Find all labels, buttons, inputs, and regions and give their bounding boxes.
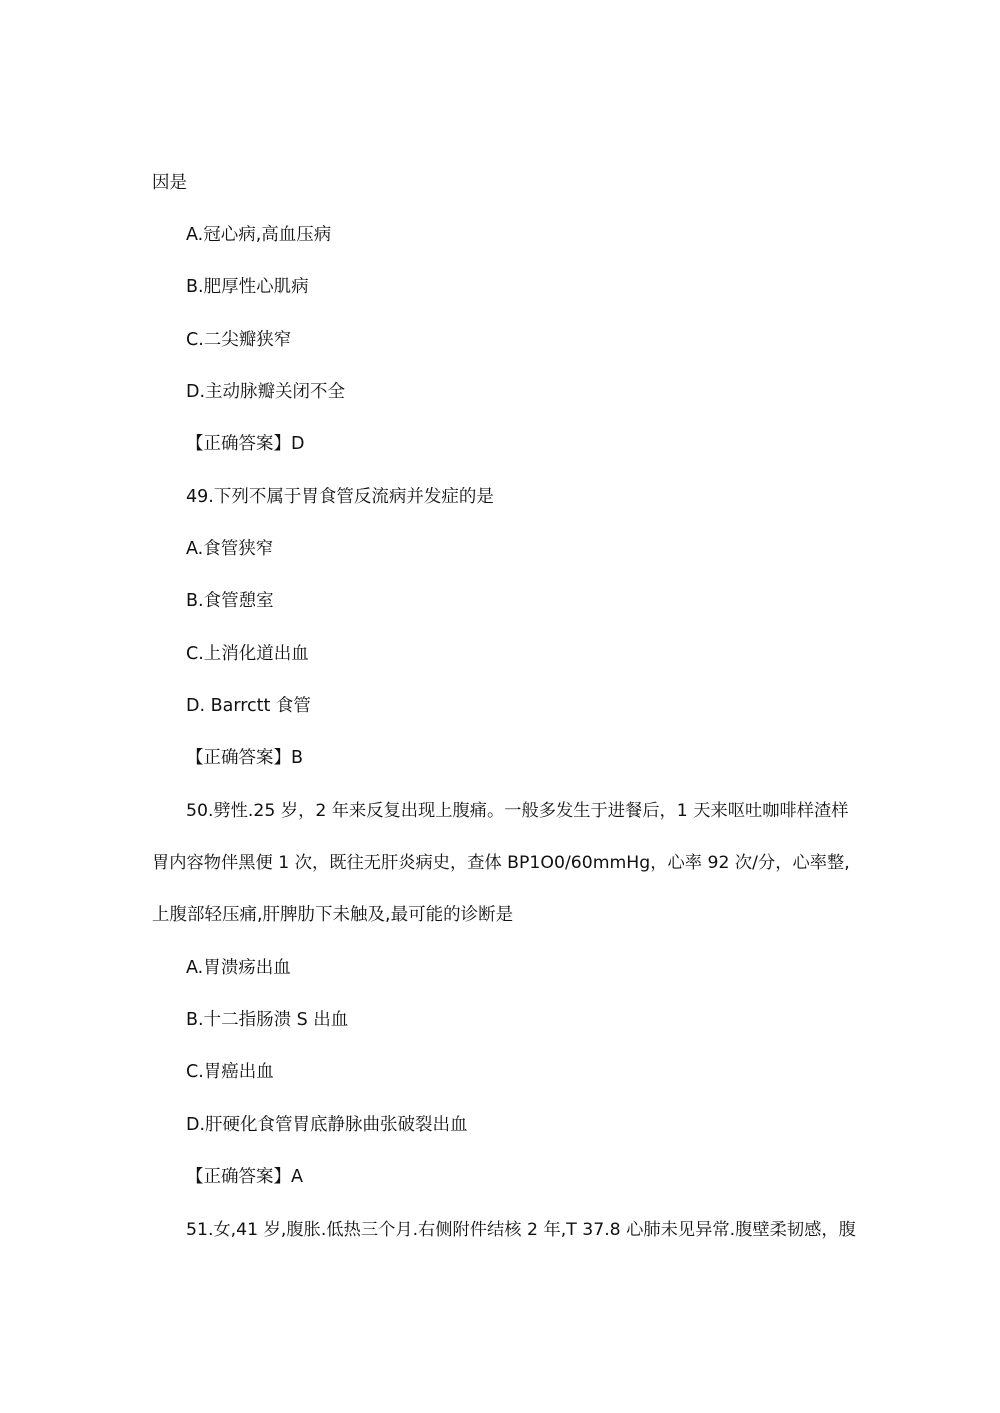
q51-stem-start: 51.女,41 岁,腹胀.低热三个月.右侧附件结核 2 年,T 37.8 心肺未见异常.腹壁柔韧感，腹 bbox=[186, 1220, 856, 1240]
q49-option-d: D. Barrctt 食管 bbox=[186, 696, 311, 716]
q50-option-c: C.胃癌出血 bbox=[186, 1062, 274, 1082]
q50-option-b: B.十二指肠溃 S 出血 bbox=[186, 1010, 349, 1030]
q50-stem-line-3: 上腹部轻压痛,肝脾肋下未触及,最可能的诊断是 bbox=[152, 905, 514, 925]
q49-stem: 49.下列不属于胃食管反流病并发症的是 bbox=[186, 487, 494, 507]
q50-option-d: D.肝硬化食管胃底静脉曲张破裂出血 bbox=[186, 1115, 468, 1135]
q48-answer: 【正确答案】D bbox=[186, 434, 305, 454]
q50-stem-line-2: 胃内容物伴黑便 1 次，既往无肝炎病史，查体 BP1O0/60mmHg，心率 92 次/分，心率整, bbox=[152, 853, 850, 873]
q49-option-b: B.食管憩室 bbox=[186, 591, 274, 611]
q49-option-c: C.上消化道出血 bbox=[186, 644, 309, 664]
q48-stem-tail: 因是 bbox=[152, 173, 187, 193]
q49-option-a: A.食管狭窄 bbox=[186, 539, 274, 559]
q50-answer: 【正确答案】A bbox=[186, 1167, 303, 1187]
q50-option-a: A.胃溃疡出血 bbox=[186, 958, 291, 978]
q48-option-c: C.二尖瓣狭窄 bbox=[186, 330, 292, 350]
q48-option-d: D.主动脉瓣关闭不全 bbox=[186, 382, 346, 402]
q48-option-b: B.肥厚性心肌病 bbox=[186, 277, 309, 297]
q50-stem-line-1: 50.劈性.25 岁，2 年来反复出现上腹痛。一般多发生于进餐后，1 天来呕吐咖啡样渣样 bbox=[186, 801, 849, 821]
q48-option-a: A.冠心病,高血压病 bbox=[186, 225, 332, 245]
q49-answer: 【正确答案】B bbox=[186, 748, 304, 768]
